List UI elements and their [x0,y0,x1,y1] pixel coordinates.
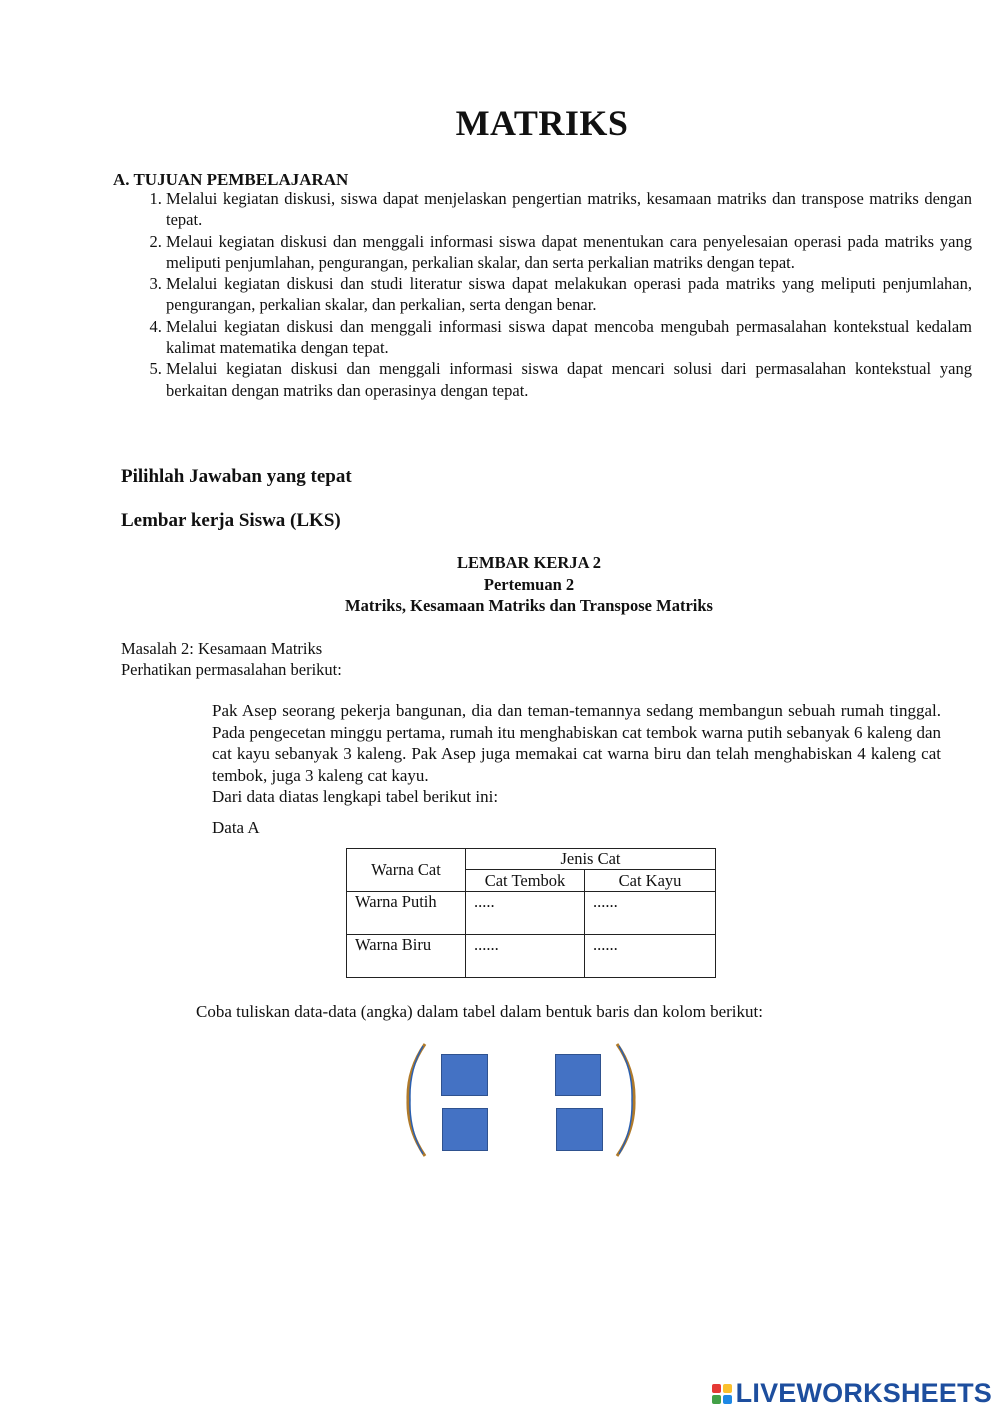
story-text: Pak Asep seorang pekerja bangunan, dia dan teman-temannya sedang membangun sebuah rumah tinggal. Pada pengecetan minggu pertama, rumah itu menghabiskan cat tembok warna putih sebanyak 6 kaleng dan cat kayu sebanyak 3 kaleng. Pak Asep juga memakai cat warna biru dan telah menghabiskan 4 kaleng cat tembok, juga 3 kaleng cat kayu. [212,701,941,785]
worksheet-title: LEMBAR KERJA 2 [457,553,601,572]
meeting-label: Pertemuan 2 [483,575,575,594]
table-row [347,935,716,978]
story-prompt: Dari data diatas lengkapi tabel berikut ini: [212,787,499,807]
row-label: Warna Biru [347,935,466,978]
table-row [347,892,716,935]
matrix-prompt: Coba tuliskan data-data (angka) dalam tabel dalam bentuk baris dan kolom berikut: [196,1002,763,1021]
goal-item: 5. Melalui kegiatan diskusi dan menggali informasi siswa dapat mencari solusi dari permasalahan kontekstual yang berkaitan dengan matriks dan operasinya dengan tepat. [166,358,972,401]
answer-cell[interactable]: ..... [466,892,585,935]
topic-title: Matriks, Kesamaan Matriks dan Transpose Matriks [345,596,713,615]
matrix-entry-box[interactable] [442,1108,488,1151]
matrix-entry-box[interactable] [441,1054,488,1096]
problem-title: Masalah 2: Kesamaan Matriks [121,639,323,658]
left-bracket-icon [405,1040,427,1160]
section-heading: A. TUJUAN PEMBELAJARAN [113,170,349,189]
column-header-tembok: Cat Tembok [466,870,585,892]
problem-intro: Perhatikan permasalahan berikut: [121,660,342,679]
instruction-heading: Pilihlah Jawaban yang tepat [121,466,352,487]
page-title: MATRIKS [455,103,629,143]
goal-item: 3. Melalui kegiatan diskusi dan studi literatur siswa dapat melakukan operasi pada matriks yang meliputi penjumlahan, pengurangan, perkalian skalar, dan perkalian, serta dengan benar. [166,273,972,316]
group-header-cell: Jenis Cat [466,849,716,870]
goal-item: 1. Melalui kegiatan diskusi, siswa dapat menjelaskan pengertian matriks, kesamaan matriks dan transpose matriks dengan tepat. [166,188,972,231]
paint-data-table [346,848,716,978]
goal-item: 2. Melaui kegiatan diskusi dan menggali informasi siswa dapat menentukan cara penyelesaian operasi pada matriks yang meliputi penjumlahan, pengurangan, perkalian skalar, dan serta perkalian matriks dengan tepat. [166,231,972,274]
logo-text: LIVEWORKSHEETS [735,1378,992,1408]
answer-cell[interactable]: ...... [585,892,716,935]
row-header-cell: Warna Cat [347,849,466,892]
answer-cell[interactable]: ...... [466,935,585,978]
column-header-kayu: Cat Kayu [585,870,716,892]
goal-item: 4. Melalui kegiatan diskusi dan menggali informasi siswa dapat mencoba mengubah permasalahan kontekstual kedalam kalimat matematika dengan tepat. [166,316,972,359]
right-bracket-icon [615,1040,637,1160]
matrix-entry-box[interactable] [555,1054,601,1096]
answer-cell[interactable]: ...... [585,935,716,978]
row-label: Warna Putih [347,892,466,935]
learning-goals-list [130,188,972,401]
worksheet-label: Lembar kerja Siswa (LKS) [121,510,341,531]
liveworksheets-logo[interactable] [712,1378,992,1409]
logo-mark-icon [712,1384,732,1404]
data-label: Data A [212,818,260,837]
answer-matrix [405,1040,645,1170]
problem-story [212,700,941,808]
matrix-entry-box[interactable] [556,1108,603,1151]
